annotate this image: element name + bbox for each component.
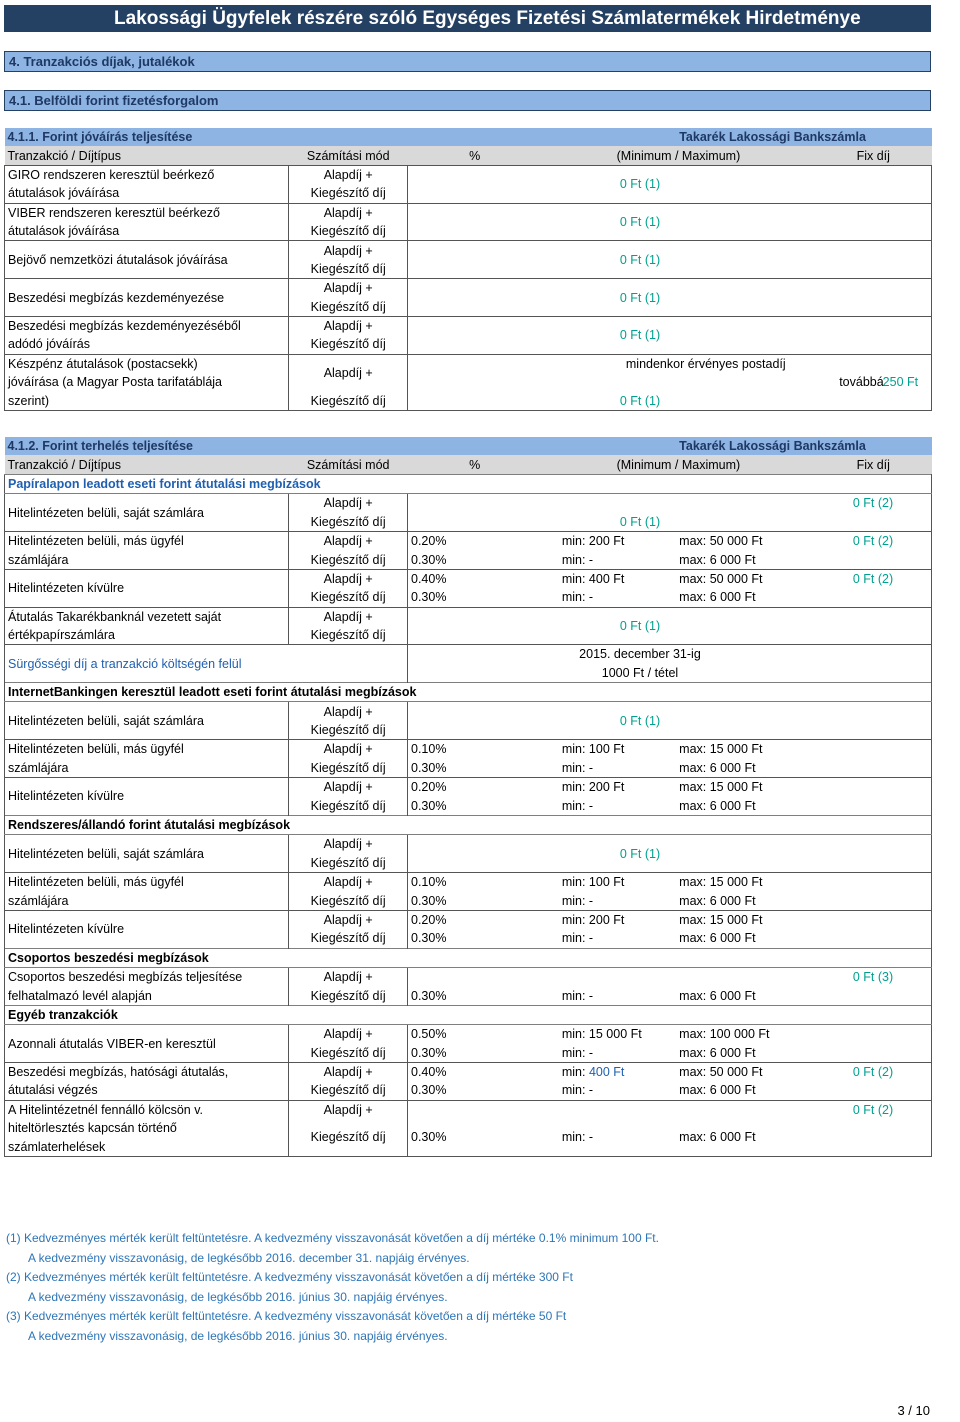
table-row: Átutalás Takarékbanknál vezetett saját Alapdíj + 0 Ft (1) (5, 607, 932, 626)
category-header: Csoportos beszedési megbízások (5, 948, 932, 967)
table-row: Azonnali átutalás VIBER-en keresztül Alapdíj + 0.50% min: 15 000 Ft max: 100 000 Ft (5, 1025, 932, 1044)
table-row: számlájára Kiegészítő díj 0.30% min: - max: 6 000 Ft (5, 550, 932, 569)
table-row: Hitelintézeten kívülre Alapdíj + 0.40% min: 400 Ft max: 50 000 Ft 0 Ft (2) (5, 569, 932, 588)
table-row: 1000 Ft / tétel (5, 664, 932, 683)
table-title-row: 4.1.2. Forint terhelés teljesítése Takarék Lakossági Bankszámla (5, 437, 932, 455)
table-row: szerint) Kiegészítő díj 0 Ft (1) (5, 391, 932, 410)
document-title-banner (4, 5, 931, 32)
table-row: Készpénz átutalások (postacsekk) Alapdíj + mindenkor érvényes postadíj (5, 354, 932, 373)
table-row: számlájára Kiegészítő díj 0.30% min: - max: 6 000 Ft (5, 759, 932, 778)
table-row: Kiegészítő díj 0.30% min: - max: 6 000 Ft (5, 1044, 932, 1063)
table-row: Csoportos beszedési megbízás teljesítése Alapdíj + 0 Ft (3) (5, 967, 932, 986)
table-row: GIRO rendszeren keresztül beérkező Alapdíj + 0 Ft (1) (5, 165, 932, 184)
table-row: adódó jóváírás Kiegészítő díj (5, 335, 932, 354)
table-row: Hitelintézeten belüli, saját számlára Alapdíj + 0 Ft (1) (5, 702, 932, 721)
table-row: jóváírása (a Magyar Posta tarifatáblája továbbá 250 Ft (5, 373, 932, 391)
credit-fee-table (4, 128, 932, 411)
page-number: 3 / 10 (897, 1403, 930, 1418)
table-row: A Hitelintézetnél fennálló kölcsön v. Alapdíj + 0 Ft (2) (5, 1100, 932, 1119)
column-header-row: Tranzakció / Díjtípus Számítási mód % (Minimum / Maximum) Fix díj (5, 146, 932, 165)
table-row: Kiegészítő díj (5, 854, 932, 873)
table-row: Kiegészítő díj 0.30% min: - max: 6 000 Ft (5, 796, 932, 815)
table-row: Kiegészítő díj (5, 721, 932, 740)
table-row: Kiegészítő díj (5, 298, 932, 317)
footnote-1-validity: A kedvezmény visszavonásig, de legkésőbb 2016. december 31. napjáig érvényes. (28, 1250, 470, 1265)
table-row: hiteltörlesztés kapcsán történő Kiegészítő díj 0.30% min: - max: 6 000 Ft (5, 1119, 932, 1137)
category-header: Papíralapon leadott eseti forint átutalási megbízások (5, 474, 932, 493)
document-title: Lakossági Ügyfelek részére szóló Egységes Fizetési Számlatermékek Hirdetménye (114, 8, 861, 29)
table-row: Hitelintézeten belüli, más ügyfél Alapdíj + 0.20% min: 200 Ft max: 50 000 Ft 0 Ft (2) (5, 531, 932, 550)
column-header-row: Tranzakció / Díjtípus Számítási mód % (Minimum / Maximum) Fix díj (5, 455, 932, 474)
table-row: átutalások jóváírása Kiegészítő díj (5, 222, 932, 241)
table-row: felhatalmazó levél alapján Kiegészítő díj 0.30% min: - max: 6 000 Ft (5, 986, 932, 1005)
footnotes (6, 1229, 659, 1346)
table-row: Hitelintézeten belüli, más ügyfél Alapdíj + 0.10% min: 100 Ft max: 15 000 Ft (5, 740, 932, 759)
table-row: Hitelintézeten belüli, saját számlára Alapdíj + 0 Ft (1) (5, 835, 932, 854)
table-row: Kiegészítő díj 0.30% min: - max: 6 000 Ft (5, 588, 932, 607)
table-row: Beszedési megbízás, hatósági átutalás, Alapdíj + 0.40% min: 400 Ft max: 50 000 Ft 0 Ft (2) (5, 1062, 932, 1081)
table-row: Bejövő nemzetközi átutalások jóváírása Alapdíj + 0 Ft (1) (5, 241, 932, 260)
table-title-row: 4.1.1. Forint jóváírás teljesítése Takarék Lakossági Bankszámla (5, 128, 932, 146)
table-row: Kiegészítő díj 0 Ft (1) (5, 513, 932, 532)
category-header: InternetBankingen keresztül leadott eseti forint átutalási megbízások (5, 683, 932, 702)
table-row: Hitelintézeten belüli, más ügyfél Alapdíj + 0.10% min: 100 Ft max: 15 000 Ft (5, 872, 932, 891)
table-row: átutalások jóváírása Kiegészítő díj (5, 184, 932, 203)
table-row: Hitelintézeten kívülre Alapdíj + 0.20% min: 200 Ft max: 15 000 Ft (5, 910, 932, 929)
table-row: Hitelintézeten belüli, saját számlára Alapdíj + 0 Ft (2) (5, 494, 932, 513)
table-row: Beszedési megbízás kezdeményezéséből Alapdíj + 0 Ft (1) (5, 316, 932, 335)
table-row: Beszedési megbízás kezdeményezése Alapdíj + 0 Ft (1) (5, 279, 932, 298)
table-row: VIBER rendszeren keresztül beérkező Alapdíj + 0 Ft (1) (5, 203, 932, 222)
footnote-2: (2) Kedvezményes mérték került feltüntetésre. A kedvezmény visszavonását követően a díj mértéke 300 Ft (6, 1270, 573, 1284)
table-row: számlájára Kiegészítő díj 0.30% min: - max: 6 000 Ft (5, 891, 932, 910)
section-4-1-header: 4.1. Belföldi forint fizetésforgalom (4, 90, 931, 111)
footnote-3: (3) Kedvezményes mérték került feltüntetésre. A kedvezmény visszavonását követően a díj mértéke 50 Ft (6, 1309, 567, 1323)
category-header: Rendszeres/állandó forint átutalási megbízások (5, 815, 932, 834)
section-4-header: 4. Tranzakciós díjak, jutalékok (4, 51, 931, 72)
table-row: átutalási végzés Kiegészítő díj 0.30% min: - max: 6 000 Ft (5, 1081, 932, 1100)
table-row: Hitelintézeten kívülre Alapdíj + 0.20% min: 200 Ft max: 15 000 Ft (5, 778, 932, 797)
footnote-2-validity: A kedvezmény visszavonásig, de legkésőbb 2016. június 30. napjáig érvényes. (28, 1289, 448, 1304)
debit-fee-table (4, 437, 932, 1157)
table-row: Kiegészítő díj (5, 260, 932, 279)
footnote-1: (1) Kedvezményes mérték került feltüntetésre. A kedvezmény visszavonását követően a díj mértéke 0.1% minimum 100 Ft. (6, 1231, 659, 1245)
table-row: Kiegészítő díj 0.30% min: - max: 6 000 Ft (5, 929, 932, 948)
table-row: értékpapírszámlára Kiegészítő díj (5, 626, 932, 645)
table-row: Sürgősségi díj a tranzakció költségén felül 2015. december 31-ig (5, 645, 932, 664)
category-header: Egyéb tranzakciók (5, 1005, 932, 1024)
footnote-3-validity: A kedvezmény visszavonásig, de legkésőbb 2016. június 30. napjáig érvényes. (28, 1328, 448, 1343)
table-row: számlaterhelések (5, 1137, 932, 1156)
